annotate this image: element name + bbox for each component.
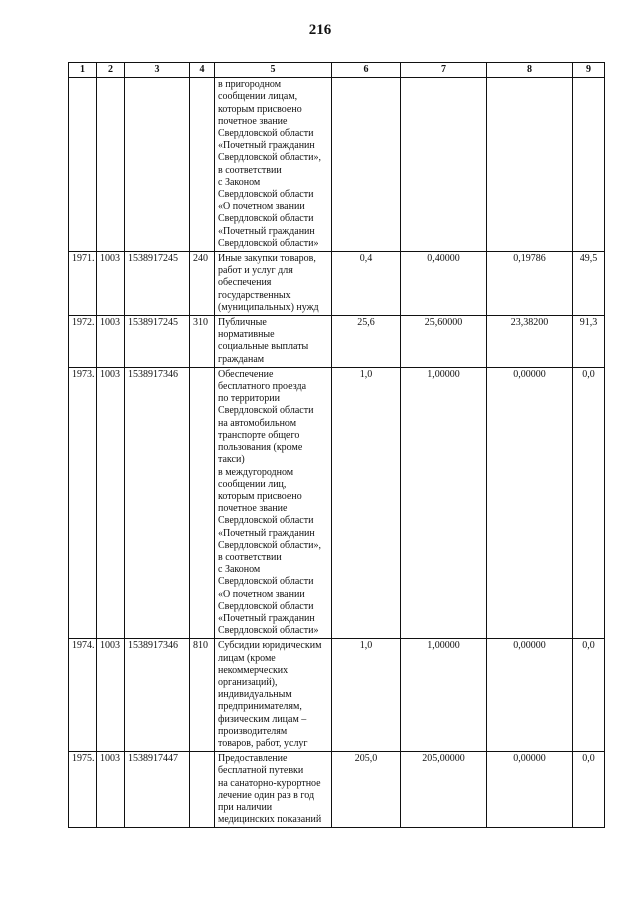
plan-amount-cell: 1,0 bbox=[332, 639, 401, 752]
percent-cell: 49,5 bbox=[573, 252, 605, 316]
expense-kind-cell bbox=[190, 78, 215, 252]
plan-amount-cell: 0,4 bbox=[332, 252, 401, 316]
description-line: Обеспечение bbox=[218, 368, 274, 380]
description-line: государственных bbox=[218, 289, 291, 301]
plan-amount-cell: 25,6 bbox=[332, 316, 401, 368]
target-article-cell: 1538917245 bbox=[125, 316, 190, 368]
description-line: медицинских показаний bbox=[218, 814, 322, 826]
section-code-cell: 1003 bbox=[97, 367, 125, 638]
description-line: Свердловской области bbox=[218, 128, 314, 140]
section-code-cell: 1003 bbox=[97, 639, 125, 752]
description-line: такси) bbox=[218, 454, 245, 466]
target-article-cell: 1538917245 bbox=[125, 252, 190, 316]
description-line: «Почетный гражданин bbox=[218, 527, 315, 539]
column-header-4: 4 bbox=[190, 63, 215, 78]
description-line: Предоставление bbox=[218, 753, 288, 765]
description-line: бесплатной путевки bbox=[218, 765, 304, 777]
description-line: в междугородном bbox=[218, 466, 294, 478]
description-cell bbox=[215, 78, 332, 252]
description-line: в соответствии bbox=[218, 551, 282, 563]
executed-amount-cell: 0,00000 bbox=[487, 639, 573, 752]
description-line: товаров, работ, услуг bbox=[218, 737, 308, 749]
percent-cell: 0,0 bbox=[573, 752, 605, 828]
description-line: которым присвоено bbox=[218, 103, 302, 115]
approved-amount-cell: 1,00000 bbox=[401, 367, 487, 638]
description-line: лечение один раз в год bbox=[218, 789, 315, 801]
description-line: в пригородном bbox=[218, 79, 282, 91]
description-line: которым присвоено bbox=[218, 490, 302, 502]
description-line: Публичные bbox=[218, 317, 267, 329]
approved-amount-cell: 1,00000 bbox=[401, 639, 487, 752]
description-line: Субсидии юридическим bbox=[218, 640, 322, 652]
table-row bbox=[69, 752, 605, 828]
description-line: Свердловской области» bbox=[218, 625, 319, 637]
column-header-5: 5 bbox=[215, 63, 332, 78]
description-line: «Почетный гражданин bbox=[218, 612, 315, 624]
description-line: бесплатного проезда bbox=[218, 381, 307, 393]
plan-amount-cell: 205,0 bbox=[332, 752, 401, 828]
column-header-8: 8 bbox=[487, 63, 573, 78]
description-line: организаций), bbox=[218, 676, 278, 688]
row-number-cell: 1973. bbox=[69, 367, 97, 638]
percent-cell: 0,0 bbox=[573, 639, 605, 752]
description-cell bbox=[215, 367, 332, 638]
executed-amount-cell: 23,38200 bbox=[487, 316, 573, 368]
target-article-cell: 1538917346 bbox=[125, 639, 190, 752]
description-line: «О почетном звании bbox=[218, 588, 305, 600]
column-header-3: 3 bbox=[125, 63, 190, 78]
description-line: (муниципальных) нужд bbox=[218, 301, 319, 313]
description-cell bbox=[215, 639, 332, 752]
description-line: с Законом bbox=[218, 564, 261, 576]
description-line: транспорте общего bbox=[218, 429, 300, 441]
expense-kind-cell bbox=[190, 752, 215, 828]
approved-amount-cell bbox=[401, 78, 487, 252]
budget-table bbox=[68, 62, 605, 828]
description-line: Свердловской области», bbox=[218, 539, 321, 551]
approved-amount-cell: 25,60000 bbox=[401, 316, 487, 368]
row-number-cell: 1971. bbox=[69, 252, 97, 316]
description-line: пользования (кроме bbox=[218, 442, 303, 454]
row-number-cell: 1975. bbox=[69, 752, 97, 828]
description-line: Свердловской области bbox=[218, 405, 314, 417]
executed-amount-cell: 0,19786 bbox=[487, 252, 573, 316]
description-line: сообщении лицам, bbox=[218, 91, 298, 103]
table-body bbox=[69, 78, 605, 828]
approved-amount-cell: 205,00000 bbox=[401, 752, 487, 828]
description-line: социальные выплаты bbox=[218, 341, 309, 353]
executed-amount-cell: 0,00000 bbox=[487, 752, 573, 828]
table-row bbox=[69, 78, 605, 252]
description-line: Свердловской области», bbox=[218, 152, 321, 164]
percent-cell bbox=[573, 78, 605, 252]
description-line: с Законом bbox=[218, 176, 261, 188]
description-line: «О почетном звании bbox=[218, 201, 305, 213]
description-line: Свердловской области bbox=[218, 600, 314, 612]
executed-amount-cell: 0,00000 bbox=[487, 367, 573, 638]
description-line: производителям bbox=[218, 725, 288, 737]
section-code-cell: 1003 bbox=[97, 252, 125, 316]
description-line: Свердловской области bbox=[218, 189, 314, 201]
approved-amount-cell: 0,40000 bbox=[401, 252, 487, 316]
description-line: «Почетный гражданин bbox=[218, 140, 315, 152]
description-line: в соответствии bbox=[218, 164, 282, 176]
target-article-cell: 1538917447 bbox=[125, 752, 190, 828]
table-row bbox=[69, 316, 605, 368]
page-number: 216 bbox=[308, 22, 332, 38]
description-line: лицам (кроме bbox=[218, 652, 276, 664]
row-number-cell: 1974. bbox=[69, 639, 97, 752]
description-line: по территории bbox=[218, 393, 280, 405]
description-line: сообщении лиц, bbox=[218, 478, 287, 490]
description-line: физическим лицам – bbox=[218, 713, 307, 725]
description-line: индивидуальным bbox=[218, 689, 292, 701]
expense-kind-cell: 810 bbox=[190, 639, 215, 752]
description-line: Иные закупки товаров, bbox=[218, 253, 316, 265]
percent-cell: 91,3 bbox=[573, 316, 605, 368]
description-line: обеспечения bbox=[218, 277, 272, 289]
plan-amount-cell: 1,0 bbox=[332, 367, 401, 638]
description-line: некоммерческих bbox=[218, 664, 289, 676]
expense-kind-cell bbox=[190, 367, 215, 638]
description-line: на автомобильном bbox=[218, 417, 297, 429]
section-code-cell bbox=[97, 78, 125, 252]
section-code-cell: 1003 bbox=[97, 752, 125, 828]
row-number-cell bbox=[69, 78, 97, 252]
plan-amount-cell bbox=[332, 78, 401, 252]
column-header-2: 2 bbox=[97, 63, 125, 78]
description-cell bbox=[215, 252, 332, 316]
description-line: Свердловской области bbox=[218, 515, 314, 527]
description-line: «Почетный гражданин bbox=[218, 225, 315, 237]
target-article-cell: 1538917346 bbox=[125, 367, 190, 638]
description-line: при наличии bbox=[218, 801, 273, 813]
table-row bbox=[69, 367, 605, 638]
table-row bbox=[69, 639, 605, 752]
description-line: почетное звание bbox=[218, 503, 288, 515]
row-number-cell: 1972. bbox=[69, 316, 97, 368]
description-line: почетное звание bbox=[218, 115, 288, 127]
expense-kind-cell: 310 bbox=[190, 316, 215, 368]
description-line: нормативные bbox=[218, 329, 275, 341]
description-line: Свердловской области» bbox=[218, 237, 319, 249]
header-row bbox=[69, 63, 605, 78]
target-article-cell bbox=[125, 78, 190, 252]
column-header-9: 9 bbox=[573, 63, 605, 78]
description-line: Свердловской области bbox=[218, 213, 314, 225]
column-header-1: 1 bbox=[69, 63, 97, 78]
column-header-7: 7 bbox=[401, 63, 487, 78]
description-line: предпринимателям, bbox=[218, 701, 302, 713]
description-cell bbox=[215, 316, 332, 368]
percent-cell: 0,0 bbox=[573, 367, 605, 638]
description-cell bbox=[215, 752, 332, 828]
description-line: гражданам bbox=[218, 353, 265, 365]
column-header-6: 6 bbox=[332, 63, 401, 78]
executed-amount-cell bbox=[487, 78, 573, 252]
table-row bbox=[69, 252, 605, 316]
section-code-cell: 1003 bbox=[97, 316, 125, 368]
expense-kind-cell: 240 bbox=[190, 252, 215, 316]
description-line: работ и услуг для bbox=[218, 265, 293, 277]
description-line: Свердловской области bbox=[218, 576, 314, 588]
description-line: на санаторно-курортное bbox=[218, 777, 321, 789]
